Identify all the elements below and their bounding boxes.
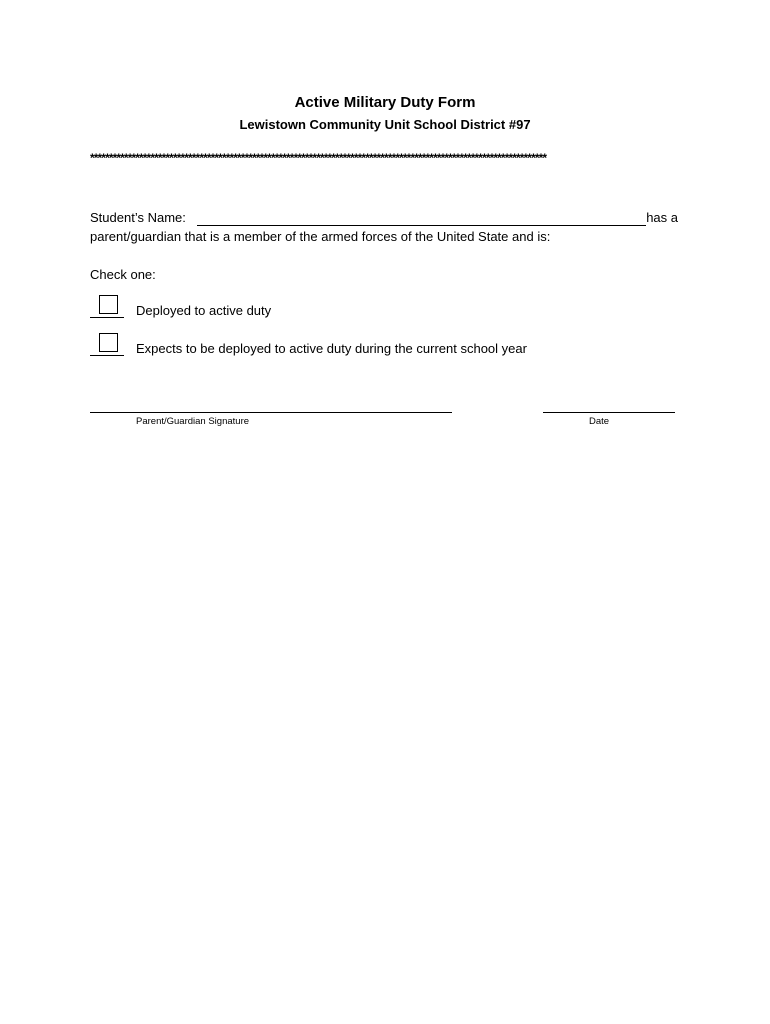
parent-signature-caption: Parent/Guardian Signature xyxy=(136,416,250,427)
date-field[interactable] xyxy=(543,412,675,413)
parent-signature-field[interactable] xyxy=(90,412,452,413)
expects-deployment-checkbox[interactable] xyxy=(99,333,118,352)
guardian-statement: parent/guardian that is a member of the armed forces of the United State and is: xyxy=(90,229,551,244)
option-blank-line xyxy=(90,355,124,356)
deployed-checkbox[interactable] xyxy=(99,295,118,314)
option-expects-deployment[interactable] xyxy=(90,331,650,357)
option-label: Deployed to active duty xyxy=(136,303,272,318)
option-label: Expects to be deployed to active duty during the current school year xyxy=(136,341,527,356)
district-name: Lewistown Community Unit School District #97 xyxy=(239,117,531,132)
student-name-label: Student’s Name: xyxy=(90,210,186,225)
student-name-row xyxy=(90,210,678,228)
option-deployed[interactable] xyxy=(90,293,650,319)
form-title: Active Military Duty Form xyxy=(294,94,476,111)
date-caption: Date xyxy=(589,416,610,427)
separator-line: ************************************************************************************************************************* xyxy=(90,151,547,165)
student-name-tail: has a xyxy=(646,210,678,225)
check-one-prompt: Check one: xyxy=(90,267,156,282)
student-name-field[interactable] xyxy=(197,225,646,226)
option-blank-line xyxy=(90,317,124,318)
